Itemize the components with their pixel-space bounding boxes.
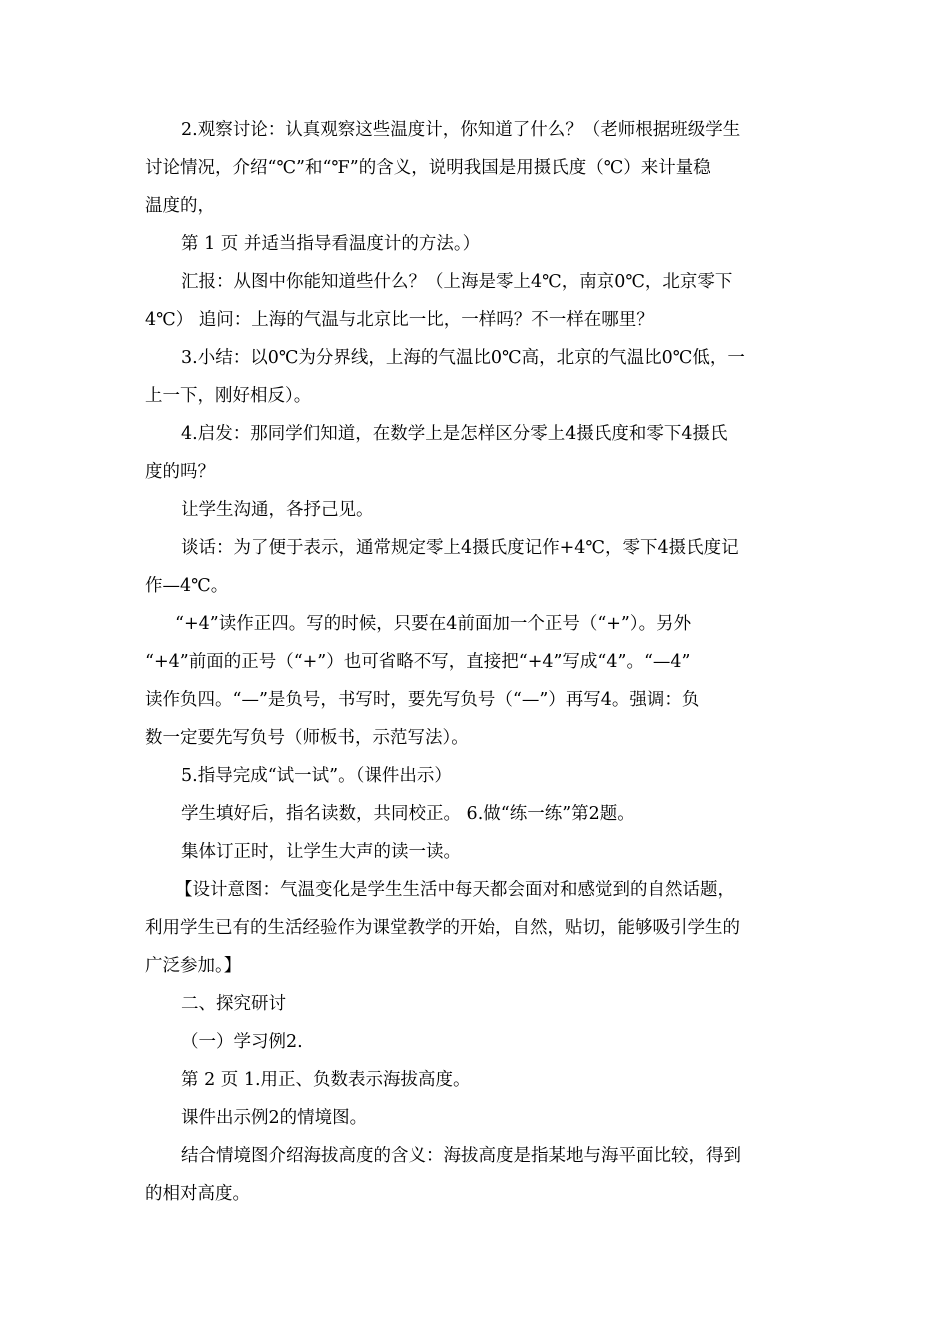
- text-line: “+4”前面的正号（“+”）也可省略不写，直接把“+4”写成“4”。“—4”: [145, 652, 691, 672]
- text-line: 学生填好后，指名读数，共同校正。 6.做“练一练”第2题。: [181, 804, 635, 824]
- subsection-heading: （一）学习例2.: [181, 1032, 303, 1052]
- text-line: 5.指导完成“试一试”。（课件出示）: [181, 766, 452, 786]
- page-marker-line: 第 1 页 并适当指导看温度计的方法。）: [181, 234, 481, 254]
- text-line: 温度的，: [145, 196, 215, 216]
- text-line: 数一定要先写负号（师板书，示范写法）。: [145, 728, 469, 748]
- page-marker-line: 第 2 页 1.用正、负数表示海拔高度。: [181, 1070, 471, 1090]
- design-intent-line: 广泛参加。】: [145, 956, 242, 976]
- text-line: 结合情境图介绍海拔高度的含义：海拔高度是指某地与海平面比较，得到: [181, 1146, 741, 1166]
- text-line: 让学生沟通，各抒己见。: [181, 500, 374, 520]
- text-line: “+4”读作正四。写的时候，只要在4前面加一个正号（“+”）。另外: [175, 614, 692, 634]
- text-line: 课件出示例2的情境图。: [181, 1108, 368, 1128]
- section-heading: 二、探究研讨: [181, 994, 286, 1014]
- text-line: 汇报：从图中你能知道些什么？（上海是零上4℃，南京0℃，北京零下: [181, 272, 733, 292]
- text-line: 的相对高度。: [145, 1184, 250, 1204]
- text-line: 4.启发：那同学们知道，在数学上是怎样区分零上4摄氏度和零下4摄氏: [181, 424, 728, 444]
- text-line: 讨论情况，介绍“℃”和“℉”的含义，说明我国是用摄氏度（℃）来计量稳: [145, 158, 711, 178]
- text-line: 3.小结：以0℃为分界线，上海的气温比0℃高，北京的气温比0℃低，一: [181, 348, 745, 368]
- text-line: 集体订正时，让学生大声的读一读。: [181, 842, 461, 862]
- text-line: 4℃） 追问：上海的气温与北京比一比，一样吗？不一样在哪里？: [145, 310, 654, 330]
- text-line: 读作负四。“—”是负号，书写时，要先写负号（“—”）再写4。强调：负: [145, 690, 700, 710]
- text-line: 度的吗？: [145, 462, 215, 482]
- text-line: 上一下，刚好相反）。: [145, 386, 312, 406]
- text-line: 作—4℃。: [145, 576, 229, 596]
- text-line: 2.观察讨论：认真观察这些温度计，你知道了什么？（老师根据班级学生: [181, 120, 741, 140]
- design-intent-line: 利用学生已有的生活经验作为课堂教学的开始，自然，贴切，能够吸引学生的: [145, 918, 740, 938]
- text-line: 谈话：为了便于表示，通常规定零上4摄氏度记作+4℃，零下4摄氏度记: [181, 538, 739, 558]
- design-intent-line: 【设计意图：气温变化是学生生活中每天都会面对和感觉到的自然话题，: [175, 880, 735, 900]
